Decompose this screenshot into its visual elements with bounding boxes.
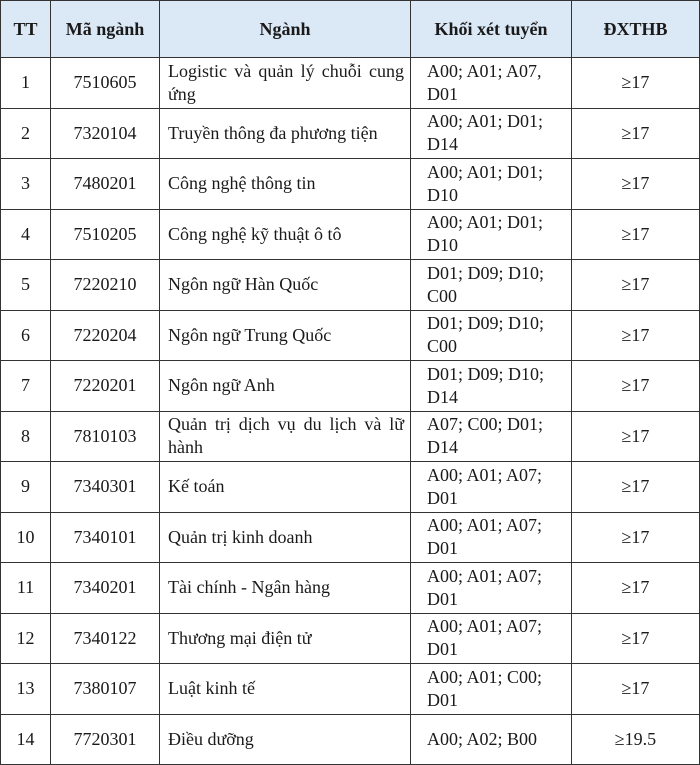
table-row — [1, 361, 700, 412]
cell-ma-nganh: 7480201 — [51, 159, 160, 210]
cell-khoi-xet-tuyen: A00; A01; A07, D01 — [411, 58, 572, 109]
cell-khoi-xet-tuyen: A00; A02; B00 — [411, 714, 572, 765]
table-row — [1, 411, 700, 462]
cell-khoi-xet-tuyen: A00; A01; D01; D10 — [411, 209, 572, 260]
cell-khoi-xet-tuyen: A00; A01; A07; D01 — [411, 512, 572, 563]
cell-nganh: Tài chính - Ngân hàng — [160, 563, 411, 614]
cell-dxthb: ≥17 — [572, 563, 700, 614]
header-nganh: Ngành — [160, 1, 411, 58]
cell-nganh: Ngôn ngữ Hàn Quốc — [160, 260, 411, 311]
table-row — [1, 462, 700, 513]
cell-ma-nganh: 7320104 — [51, 108, 160, 159]
cell-ma-nganh: 7510205 — [51, 209, 160, 260]
cell-ma-nganh: 7510605 — [51, 58, 160, 109]
cell-dxthb: ≥17 — [572, 462, 700, 513]
cell-tt: 1 — [1, 58, 51, 109]
cell-tt: 6 — [1, 310, 51, 361]
cell-khoi-xet-tuyen: A00; A01; A07; D01 — [411, 462, 572, 513]
table-row — [1, 260, 700, 311]
cell-nganh: Truyền thông đa phương tiện — [160, 108, 411, 159]
cell-ma-nganh: 7220204 — [51, 310, 160, 361]
cell-khoi-xet-tuyen: A00; A01; D01; D14 — [411, 108, 572, 159]
table-row — [1, 563, 700, 614]
cell-dxthb: ≥17 — [572, 159, 700, 210]
cell-dxthb: ≥17 — [572, 58, 700, 109]
table-row — [1, 664, 700, 715]
cell-dxthb: ≥17 — [572, 664, 700, 715]
header-dxthb: ĐXTHB — [572, 1, 700, 58]
table-row — [1, 310, 700, 361]
table-row — [1, 714, 700, 765]
cell-ma-nganh: 7340201 — [51, 563, 160, 614]
cell-dxthb: ≥17 — [572, 512, 700, 563]
cell-tt: 5 — [1, 260, 51, 311]
cell-khoi-xet-tuyen: A00; A01; D01; D10 — [411, 159, 572, 210]
cell-ma-nganh: 7340122 — [51, 613, 160, 664]
cell-tt: 12 — [1, 613, 51, 664]
cell-ma-nganh: 7380107 — [51, 664, 160, 715]
cell-tt: 8 — [1, 411, 51, 462]
cell-tt: 13 — [1, 664, 51, 715]
cell-ma-nganh: 7220201 — [51, 361, 160, 412]
cell-dxthb: ≥19.5 — [572, 714, 700, 765]
cell-nganh: Luật kinh tế — [160, 664, 411, 715]
cell-khoi-xet-tuyen: D01; D09; D10; C00 — [411, 310, 572, 361]
cell-tt: 4 — [1, 209, 51, 260]
cell-ma-nganh: 7340301 — [51, 462, 160, 513]
table-row — [1, 108, 700, 159]
cell-tt: 3 — [1, 159, 51, 210]
header-ma-nganh: Mã ngành — [51, 1, 160, 58]
cell-tt: 10 — [1, 512, 51, 563]
header-row — [1, 1, 700, 58]
cell-nganh: Điều dưỡng — [160, 714, 411, 765]
table-row — [1, 209, 700, 260]
cell-nganh: Quản trị kinh doanh — [160, 512, 411, 563]
cell-nganh: Ngôn ngữ Anh — [160, 361, 411, 412]
table-row — [1, 159, 700, 210]
cell-tt: 11 — [1, 563, 51, 614]
cell-dxthb: ≥17 — [572, 613, 700, 664]
header-khoi-xet-tuyen: Khối xét tuyển — [411, 1, 572, 58]
cell-ma-nganh: 7720301 — [51, 714, 160, 765]
cell-tt: 9 — [1, 462, 51, 513]
cell-khoi-xet-tuyen: A00; A01; C00; D01 — [411, 664, 572, 715]
cell-khoi-xet-tuyen: D01; D09; D10; D14 — [411, 361, 572, 412]
cell-khoi-xet-tuyen: A07; C00; D01; D14 — [411, 411, 572, 462]
table-row — [1, 58, 700, 109]
cell-khoi-xet-tuyen: A00; A01; A07; D01 — [411, 613, 572, 664]
cell-nganh: Công nghệ thông tin — [160, 159, 411, 210]
cell-dxthb: ≥17 — [572, 411, 700, 462]
cell-ma-nganh: 7810103 — [51, 411, 160, 462]
cell-nganh: Quản trị dịch vụ du lịch và lữ hành — [160, 411, 411, 462]
cell-khoi-xet-tuyen: D01; D09; D10; C00 — [411, 260, 572, 311]
cell-khoi-xet-tuyen: A00; A01; A07; D01 — [411, 563, 572, 614]
cell-ma-nganh: 7220210 — [51, 260, 160, 311]
cell-nganh: Logistic và quản lý chuỗi cung ứng — [160, 58, 411, 109]
header-tt: TT — [1, 1, 51, 58]
table-row — [1, 613, 700, 664]
table-header — [1, 1, 700, 58]
cell-nganh: Thương mại điện tử — [160, 613, 411, 664]
cell-tt: 2 — [1, 108, 51, 159]
cell-ma-nganh: 7340101 — [51, 512, 160, 563]
cell-dxthb: ≥17 — [572, 361, 700, 412]
cell-nganh: Ngôn ngữ Trung Quốc — [160, 310, 411, 361]
cell-dxthb: ≥17 — [572, 310, 700, 361]
cell-dxthb: ≥17 — [572, 209, 700, 260]
cell-nganh: Công nghệ kỹ thuật ô tô — [160, 209, 411, 260]
table-row — [1, 512, 700, 563]
cell-tt: 7 — [1, 361, 51, 412]
cell-nganh: Kế toán — [160, 462, 411, 513]
cell-dxthb: ≥17 — [572, 108, 700, 159]
cell-tt: 14 — [1, 714, 51, 765]
table-body — [1, 58, 700, 765]
cell-dxthb: ≥17 — [572, 260, 700, 311]
